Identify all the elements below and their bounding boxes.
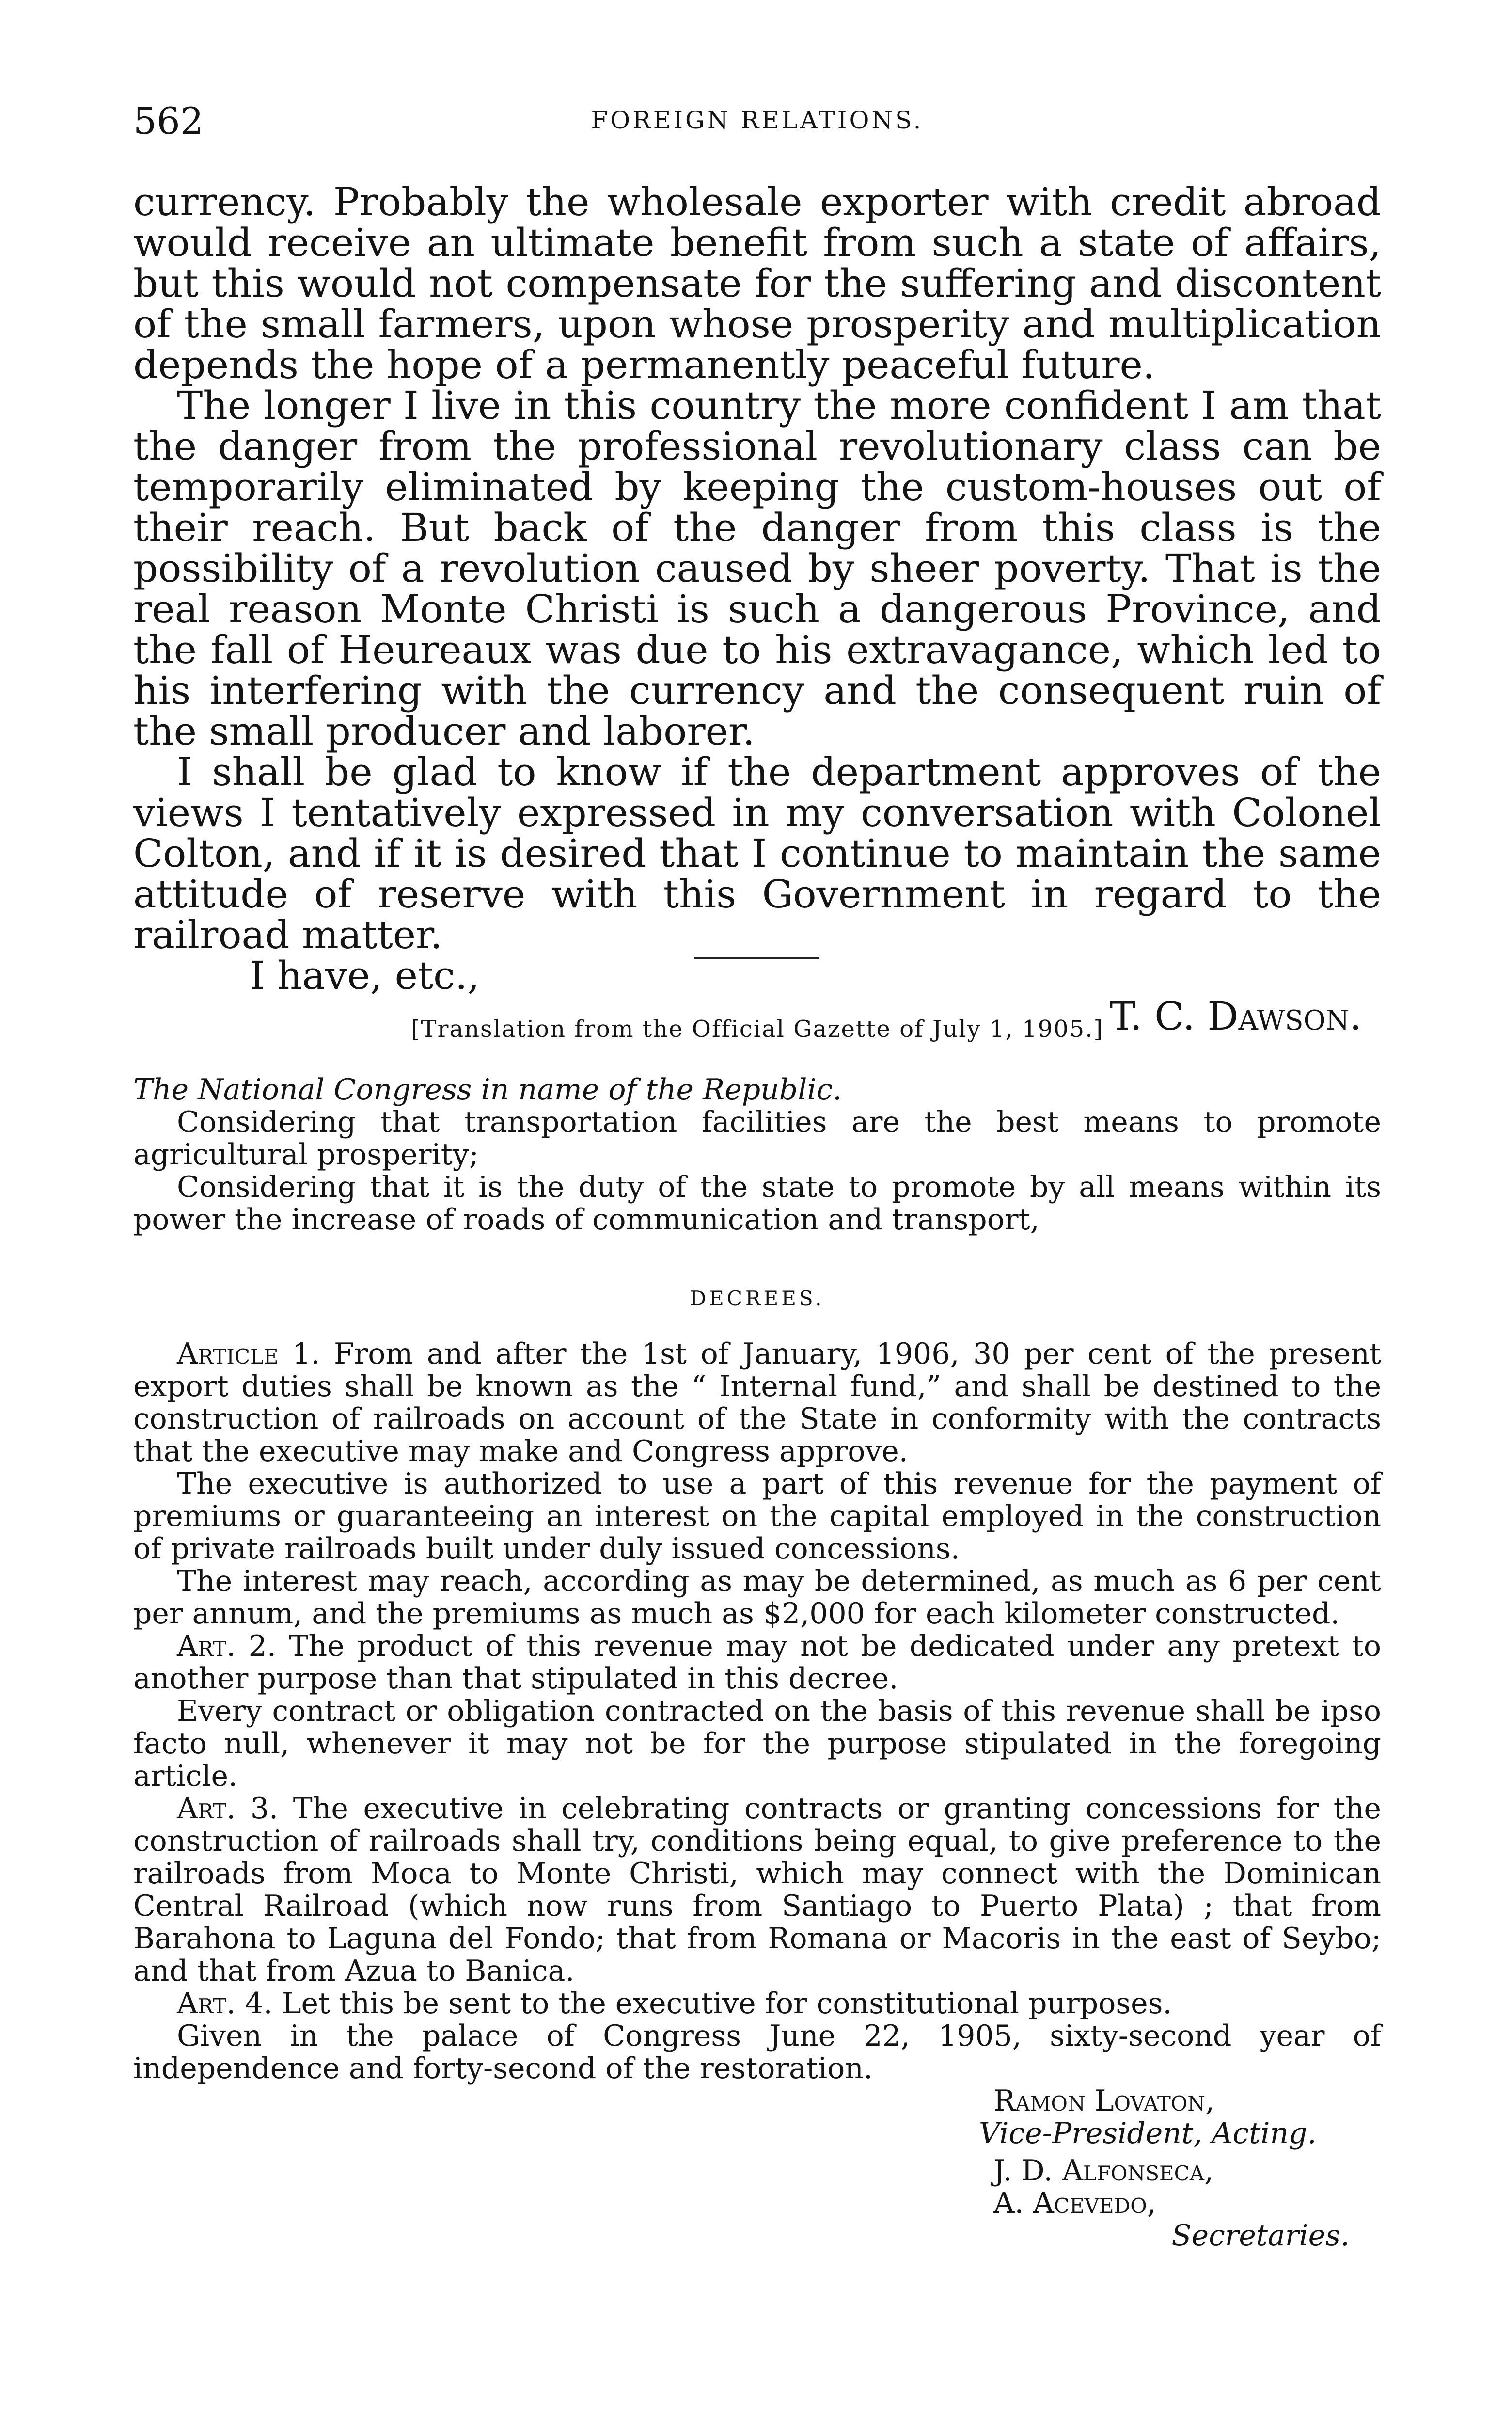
- article-paragraph: Every contract or obligation contracted on the basis of this revenue shall be ipso facto null, whenever it may not be for the purpose stipulated in the foregoing article.: [133, 1694, 1381, 1793]
- consideration: Considering that transportation facilities are the best means to promote agricultural prosperity;: [133, 1105, 1381, 1172]
- page-header: [133, 99, 1381, 148]
- article-paragraph: The interest may reach, according as may be determined, as much as 6 per cent per annum, and the premiums as much as $2,000 for each kilometer constructed.: [133, 1564, 1381, 1631]
- article-label: Art. 2.: [177, 1629, 276, 1663]
- article-label: Article 1.: [177, 1337, 320, 1371]
- letter-paragraph: currency. Probably the wholesale exporter with credit abroad would receive an ultimate benefit from such a state of affairs, but this would not compensate for the suffering and discontent of the small farmers, upon whose prosperity and multiplication depends the hope of a permanently peaceful future.: [133, 179, 1381, 387]
- article-1: [133, 1338, 1381, 1468]
- letter-body: [133, 179, 1381, 1039]
- letter-paragraph: I shall be glad to know if the department approves of the views I tentatively expressed in my conversation with Colonel Colton, and if it is desired that I continue to maintain the same attitude of reserve with this Government in regard to the railroad matter.: [133, 749, 1381, 957]
- article-text: The product of this revenue may not be dedicated under any pretext to another purpose than that stipulated in this decree.: [133, 1629, 1381, 1696]
- signatory-name: A. Acevedo,: [993, 2186, 1156, 2220]
- signatory-name: J. D. Alfonseca,: [993, 2154, 1214, 2188]
- consideration: Considering that it is the duty of the state to promote by all means within its power the increase of roads of communication and transport,: [133, 1170, 1381, 1237]
- decree-articles: [133, 1338, 1381, 2252]
- article-paragraph: The executive is authorized to use a part of this revenue for the payment of premiums or guaranteeing an interest on the capital employed in the construction of private railroads built under duly issued concessions.: [133, 1467, 1381, 1566]
- article-4: [133, 1987, 1381, 2020]
- decrees-heading: DECREES.: [690, 1287, 825, 1310]
- article-text: From and after the 1st of January, 1906, 30 per cent of the present export duties shall be known as the “ Internal fund,” and shall be destined to the construction of railroads on account of the State in conformity with the contracts that the executive may make and Congress approve.: [133, 1337, 1382, 1468]
- gazette-caption: [Translation from the Official Gazette of July 1, 1905.]: [410, 1016, 1104, 1043]
- signatory-title: Vice-President, Acting.: [979, 2116, 1317, 2150]
- article-label: Art. 3.: [177, 1792, 279, 1826]
- section-divider: [694, 957, 819, 959]
- article-text: Let this be sent to the executive for constitutional purposes.: [282, 1987, 1172, 2020]
- signatory-name: Ramon Lovaton,: [993, 2084, 1215, 2118]
- running-head: FOREIGN RELATIONS.: [591, 106, 924, 134]
- given-clause: Given in the palace of Congress June 22, 1905, sixty-second year of independence and forty-second of the restoration.: [133, 2019, 1381, 2085]
- letter-closing: I have, etc.,: [250, 953, 480, 998]
- article-text: The executive in celebrating contracts or granting concessions for the construction of railroads shall try, conditions being equal, to give preference to the railroads from Moca to Monte Christi, which may connect with the Dominican Central Railroad (which now runs from Santiago to Puerto Plata) ; that from Barahona to Laguna del Fondo; that from Romana or Macoris in the east of Seybo; and that from Azua to Banica.: [133, 1792, 1381, 1988]
- article-2: [133, 1630, 1381, 1695]
- page-number: 562: [133, 99, 204, 143]
- article-3: [133, 1793, 1381, 1987]
- enacting-clause: The National Congress in name of the Republic.: [133, 1073, 842, 1107]
- decree-preamble: [133, 1074, 1381, 1236]
- article-label: Art. 4.: [177, 1987, 273, 2020]
- letter-signature: T. C. Dawson.: [1109, 994, 1362, 1039]
- letter-paragraph: The longer I live in this country the more confident I am that the danger from the professional revolutionary class can be temporarily eliminated by keeping the custom-houses out of their reach. But back of the danger from this class is the possibility of a revolution caused by sheer poverty. That is the real reason Monte Christi is such a dangerous Province, and the fall of Heureaux was due to his extravagance, which led to his interfering with the currency and the consequent ruin of the small producer and laborer.: [133, 383, 1381, 754]
- signatory-title: Secretaries.: [1171, 2219, 1350, 2253]
